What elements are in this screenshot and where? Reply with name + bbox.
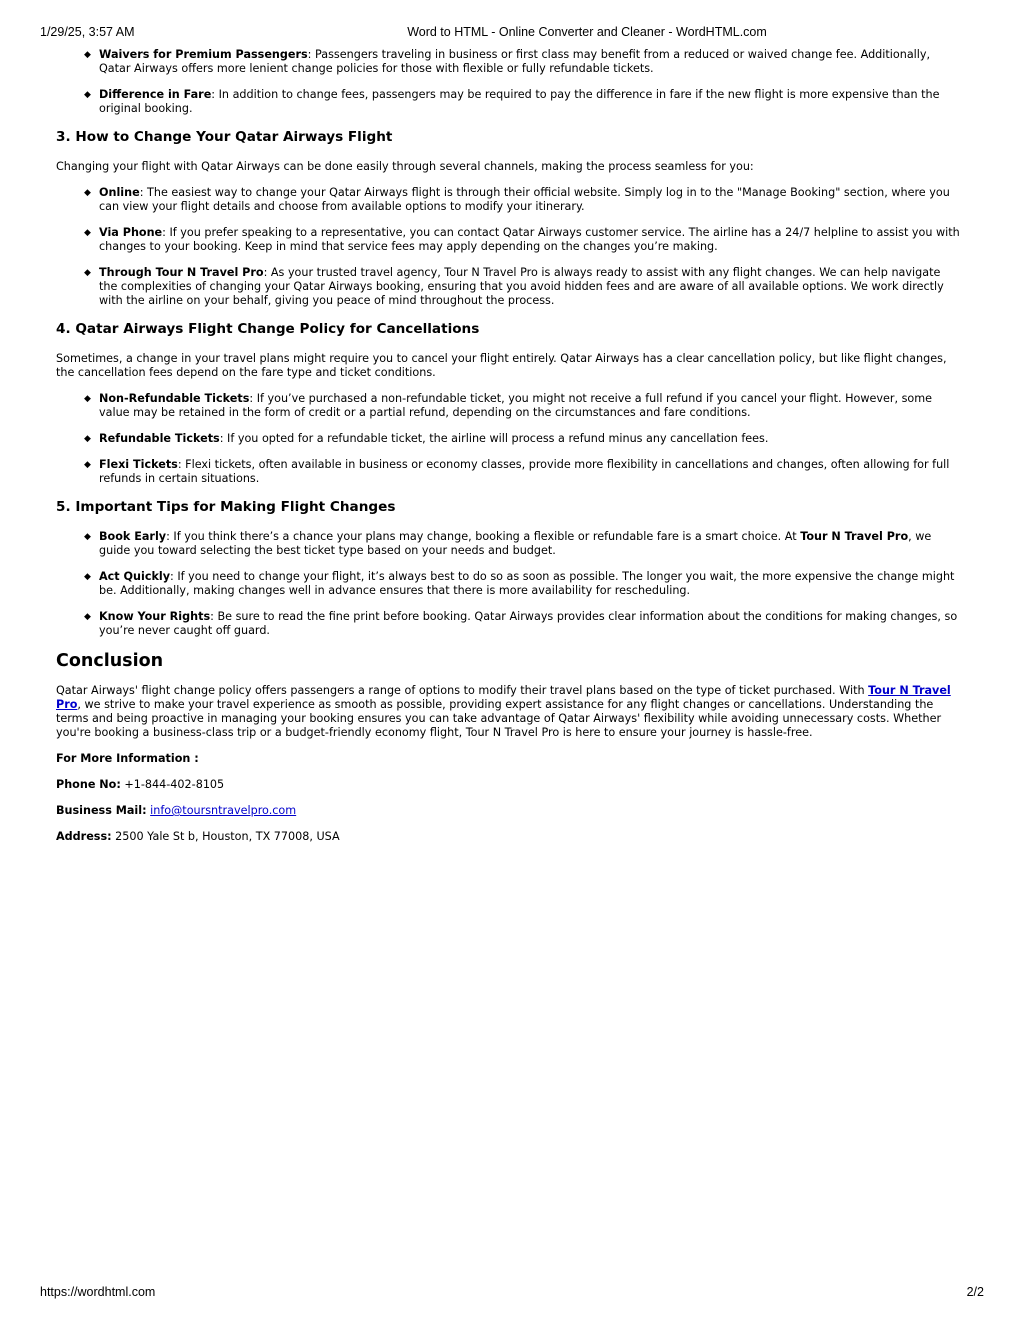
address-line [56, 830, 962, 844]
list-item-text: : Be sure to read the fine print before booking. Qatar Airways provides clear information about the conditions for making changes, so you’re never caught off guard. [99, 610, 958, 637]
list-item [56, 226, 962, 254]
list-item [56, 186, 962, 214]
list-item-term: Online [99, 186, 140, 199]
phone-value: +1-844-402-8105 [124, 778, 225, 791]
list-item-term: Act Quickly [99, 570, 171, 583]
list-item-text: : Flexi tickets, often available in business or economy classes, provide more flexibility in cancellations and changes, often allowing for full refunds in certain situations. [99, 458, 950, 485]
document-content [56, 48, 962, 856]
agency-name: Tour N Travel Pro [800, 530, 909, 543]
fee-list [56, 48, 962, 116]
list-item-text: : The easiest way to change your Qatar Airways flight is through their official website. Simply log in to the "Manage Booking" section, where you can view your flight details and choose from available options to modify your itinerary. [99, 186, 950, 213]
list-item-term: Refundable Tickets [99, 432, 220, 445]
link-label: Tour N Travel Pro [56, 684, 951, 711]
list-item-term: Via Phone [99, 226, 163, 239]
print-datetime: 1/29/25, 3:57 AM [40, 25, 135, 39]
diamond-bullet-icon: ◆ [84, 532, 91, 542]
section-heading: 5. Important Tips for Making Flight Changes [56, 499, 396, 515]
diamond-bullet-icon: ◆ [84, 90, 91, 100]
list-item-text: : If you opted for a refundable ticket, the airline will process a refund minus any cancellation fees. [219, 432, 769, 445]
list-item [56, 432, 962, 446]
list-item-term: Waivers for Premium Passengers [99, 48, 308, 61]
diamond-bullet-icon: ◆ [84, 612, 91, 622]
print-page-number: 2/2 [966, 1285, 984, 1299]
list-item [56, 392, 962, 420]
list-item-text: : If you think there’s a chance your plans may change, booking a flexible or refundable fare is a smart choice. At [166, 530, 801, 543]
list-item [56, 530, 962, 558]
list-item-text: , we guide you toward selecting the best ticket type based on your needs and budget. [99, 530, 932, 557]
mail-line [56, 804, 962, 818]
list-item [56, 610, 962, 638]
diamond-bullet-icon: ◆ [84, 394, 91, 404]
diamond-bullet-icon: ◆ [84, 50, 91, 60]
section-heading: 4. Qatar Airways Flight Change Policy for Cancellations [56, 321, 480, 337]
list-item-term: Through Tour N Travel Pro [99, 266, 264, 279]
address-value: 2500 Yale St b, Houston, TX 77008, USA [115, 830, 340, 843]
section-intro: Sometimes, a change in your travel plans might require you to cancel your flight entirely. Qatar Airways has a clear cancellation policy, but like flight changes, the cancellation fees depend on the fare type and ticket conditions. [56, 352, 947, 379]
list-item [56, 266, 962, 308]
list-item-term: Difference in Fare [99, 88, 212, 101]
list-item [56, 570, 962, 598]
conclusion-heading: Conclusion [56, 651, 164, 671]
diamond-bullet-icon: ◆ [84, 228, 91, 238]
conclusion-text: , we strive to make your travel experience as smooth as possible, providing expert assistance for any flight changes or cancellations. Understanding the terms and being proactive in managing your booking ensures you can take advantage of Qatar Airways' flexibility while avoiding unnecessary costs. Whether you're booking a business-class trip or a budget-friendly economy flight, Tour N Travel Pro is here to ensure your journey is hassle-free. [56, 698, 942, 739]
list-item-term: Book Early [99, 530, 167, 543]
list-item-term: Flexi Tickets [99, 458, 178, 471]
section-intro: Changing your flight with Qatar Airways can be done easily through several channels, making the process seamless for you: [56, 160, 754, 173]
list-item-text: : As your trusted travel agency, Tour N Travel Pro is always ready to assist with any flight changes. We can help navigate the complexities of changing your Qatar Airways booking, ensuring that you avoid hidden fees and are aware of all available options. We work directly with the airline on your behalf, giving you peace of mind throughout the process. [99, 266, 944, 307]
diamond-bullet-icon: ◆ [84, 268, 91, 278]
diamond-bullet-icon: ◆ [84, 434, 91, 444]
email-link[interactable]: info@toursntravelpro.com [150, 804, 297, 817]
address-label: Address: [56, 830, 112, 843]
list-item-text: : In addition to change fees, passengers may be required to pay the difference in fare if the new flight is more expensive than the original booking. [99, 88, 940, 115]
list-item [56, 88, 962, 116]
diamond-bullet-icon: ◆ [84, 460, 91, 470]
phone-label: Phone No: [56, 778, 121, 791]
diamond-bullet-icon: ◆ [84, 188, 91, 198]
print-url: https://wordhtml.com [40, 1285, 156, 1299]
more-info-heading [56, 752, 962, 766]
mail-label: Business Mail: [56, 804, 147, 817]
tips-list [56, 530, 962, 638]
more-info-label: For More Information : [56, 752, 199, 765]
diamond-bullet-icon: ◆ [84, 572, 91, 582]
list-item-text: : If you’ve purchased a non-refundable ticket, you might not receive a full refund if you cancel your flight. However, some value may be retained in the form of credit or a partial refund, depending on the circumstances and fare conditions. [99, 392, 933, 419]
list-item-term: Know Your Rights [99, 610, 211, 623]
conclusion-paragraph [56, 684, 962, 740]
section-heading: 3. How to Change Your Qatar Airways Flight [56, 129, 393, 145]
phone-line [56, 778, 962, 792]
list-item [56, 48, 962, 76]
print-page-title: Word to HTML - Online Converter and Cleaner - WordHTML.com [407, 25, 767, 39]
list-item-term: Non-Refundable Tickets [99, 392, 250, 405]
change-channels-list [56, 186, 962, 308]
print-header [40, 25, 984, 41]
list-item-text: : Passengers traveling in business or first class may benefit from a reduced or waived change fee. Additionally, Qatar Airways offers more lenient change policies for those with flexible or fully refundable tickets. [99, 48, 931, 75]
list-item-text: : If you prefer speaking to a representative, you can contact Qatar Airways customer service. The airline has a 24/7 helpline to assist you with changes to your booking. Keep in mind that service fees may apply depending on the changes you’re making. [99, 226, 960, 253]
list-item-text: : If you need to change your flight, it’s always best to do so as soon as possible. The longer you wait, the more expensive the change might be. Additionally, making changes well in advance ensures that there is more availability for rescheduling. [99, 570, 955, 597]
cancellation-list [56, 392, 962, 486]
conclusion-text: Qatar Airways' flight change policy offers passengers a range of options to modify their travel plans based on the type of ticket purchased. With [56, 684, 869, 697]
print-footer [40, 1285, 984, 1301]
list-item [56, 458, 962, 486]
